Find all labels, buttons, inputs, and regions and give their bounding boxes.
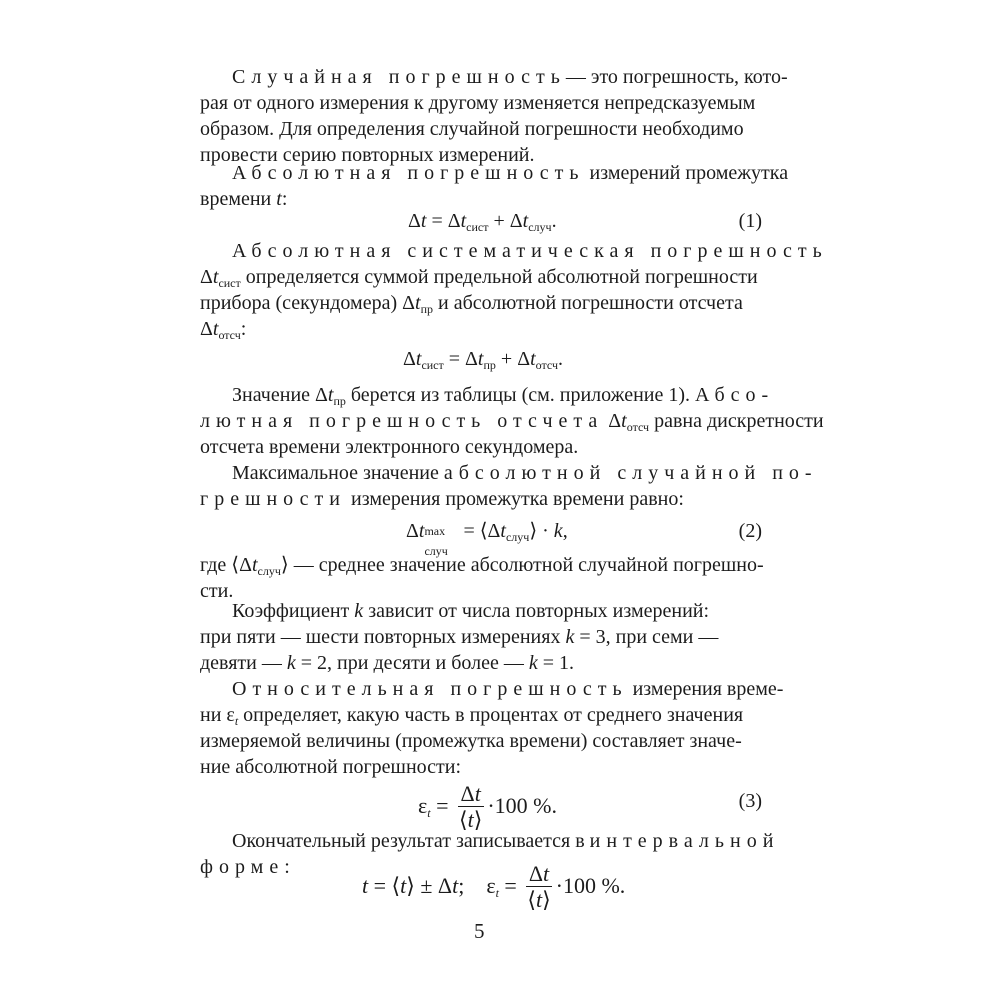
spaced-term: Абсолютная систематическая погрешность xyxy=(232,240,828,262)
paragraph-line: Максимальное значение абсолютной случайной по- xyxy=(232,462,818,484)
equation-number: (3) xyxy=(738,790,762,812)
paragraph-line xyxy=(232,238,828,264)
equation-2: Δt max случ = $⟨\Delta t_{случ}⟩ \cdot k$, xyxy=(406,520,568,558)
equation-number: (2) xyxy=(738,520,762,542)
paragraph-line: сти. xyxy=(200,580,234,602)
paragraph-line: Абсолютная погрешность измерений промежутка xyxy=(232,162,789,184)
paragraph-line: $\Delta t_{сист}$ определяется суммой предельной абсолютной погрешности xyxy=(200,266,758,290)
spaced-term: Случайная погрешность xyxy=(232,66,566,88)
paragraph-line: ние абсолютной погрешности: xyxy=(200,756,462,778)
paragraph-line: прибора (секундомера) $\Delta t_{пр}$ и абсолютной погрешности отсчета xyxy=(200,292,743,316)
paragraph-line: ни $\varepsilon_t$ определяет, какую часть в процентах от среднего значения xyxy=(200,704,744,728)
paragraph-line: при пяти — шести повторных измерениях k = 3, при семи — xyxy=(200,626,719,648)
paragraph-line: измеряемой величины (промежутка времени) составляет значе- xyxy=(200,730,742,752)
equation-3: $\varepsilon_t$ = $\frac{\Delta t}{⟨t⟩}$ ·100 %. xyxy=(418,781,557,833)
paragraph-line: грешности измерения промежутка времени равно: xyxy=(200,488,684,510)
paragraph-line: времени t: xyxy=(200,188,288,210)
paragraph-line: Значение $\Delta t_{пр}$ берется из таблицы (см. приложение 1). Абсо- xyxy=(232,384,775,408)
paragraph-line: Относительная погрешность измерения време- xyxy=(232,678,784,700)
equation-1: $\Delta t = \Delta t_{сист} + \Delta t_{случ}$. xyxy=(408,210,557,234)
paragraph-line: Окончательный результат записывается в интервальной xyxy=(232,830,780,852)
final-result-formula: t = ⟨t⟩ ± Δt; $\varepsilon_t$ = $\frac{\Delta t}{⟨t⟩}$ ·100 %. xyxy=(362,861,626,913)
spaced-term: Относительная погрешность xyxy=(232,678,628,700)
paragraph-line: где $⟨\Delta t_{случ}⟩$ — среднее значение абсолютной случайной погрешно- xyxy=(200,554,764,578)
paragraph-line: $\Delta t_{отсч}$: xyxy=(200,318,247,342)
paragraph-line: Коэффициент k зависит от числа повторных измерений: xyxy=(232,600,710,622)
paragraph-line: отсчета времени электронного секундомера. xyxy=(200,436,579,458)
spaced-term: Абсолютная погрешность xyxy=(232,162,585,184)
paragraph-line: Случайная погрешность— это погрешность, кото- xyxy=(232,66,788,88)
paragraph-line: рая от одного измерения к другому изменяется непредсказуемым xyxy=(200,92,756,114)
equation-number: (1) xyxy=(738,210,762,232)
paragraph-line: провести серию повторных измерений. xyxy=(200,144,535,166)
paragraph-line: форме: xyxy=(200,856,296,878)
paragraph-line: образом. Для определения случайной погрешности необходимо xyxy=(200,118,744,140)
paragraph-line: девяти — k = 2, при десяти и более — k = 1. xyxy=(200,652,575,674)
page-number: 5 xyxy=(474,919,485,943)
equation-sist: $\Delta t_{сист} = \Delta t_{пр} + \Delta t_{отсч}$. xyxy=(403,348,563,372)
paragraph-line: лютная погрешность отсчета $\Delta t_{отсч}$ равна дискретности xyxy=(200,410,824,434)
